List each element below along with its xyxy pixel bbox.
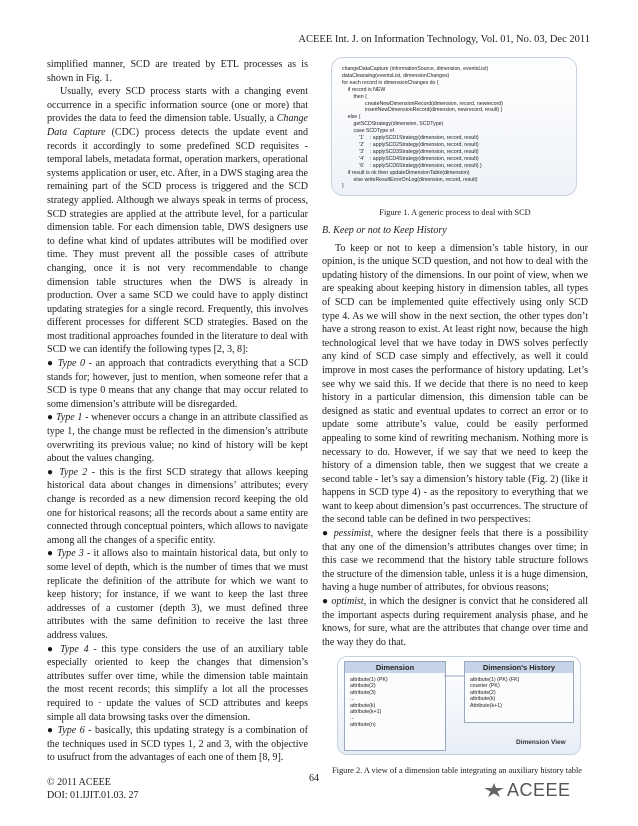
code-line: for each record in dimensionChanges do { bbox=[342, 79, 439, 86]
journal-header: ACEEE Int. J. on Information Technology, Vol. 01, No. 03, Dec 2011 bbox=[298, 34, 590, 45]
logo-text: ACEEE bbox=[507, 780, 571, 800]
table-row: attribute(n) bbox=[350, 721, 376, 728]
right-column bbox=[322, 224, 588, 649]
bullet-type-3: ● Type 3 - it allows also to maintain historical data, but only to some level of depth, which is the number of times that we must replicate the definition of the attribute for which we want to keep history; for instance, if we want to keep the last three addresses of a customer (depth 3), we must defined three attributes with the same definition to receive the last three address values. bbox=[47, 548, 308, 641]
paragraph: To keep or not to keep a dimension’s table history, in our opinion, is the unique SCD question, and not how to deal with the updating history of the dimensions. In our point of view, when we are speaking about keeping history in dimension tables, all types of SCD can be implemented quite effectively using only SCD type 4. As we will show in the next section, the other types don’t have a strong reason to exist. At least right now, because the high technological level that we have today in DWS solves perfectly any kind of SCD case simply and effectively, as well it could improve in most cases the performance of history updating. Let’s see why we said this. If we decide that there is no need to keep history in a particular dimension, this dimension table can be designed as static and eventual updates to correct an error or to update some attribute’s value, could be easily performed appealing to some kind of rewriting mechanism. Nothing more is necessary to do. However, if we say that we need to keep the history of a dimension table, then we suggest that we create a second table - let’s say a dimension’s history table (Fig. 2) (like it happens in SCD type 4) - as the repository to everything that we want to keep about dimension’s past occurrences. The structure of the second table can be defined in two perspectives: bbox=[322, 242, 588, 526]
table-row: attribute(1) (PK) (FK) bbox=[470, 677, 520, 683]
code-line: case SCDType of bbox=[342, 128, 394, 135]
figure-1-code-box bbox=[331, 57, 577, 196]
code-line: if record is NEW bbox=[342, 86, 386, 93]
table-row: attribute(1) (PK) bbox=[350, 677, 388, 683]
figure-2-caption: Figure 2. A view of a dimension table integrating an auxiliary history table bbox=[331, 766, 583, 775]
code-line: insertNewDimensionRecord(dimension, newrecord, result) } bbox=[342, 107, 503, 114]
bullet-type-4: ● Type 4 - this type considers the use of an auxiliary table especially oriented to keep the changes that dimension’s attributes suffer over time, while the dimension table maintain the most recent records; this simplify a lot all the processes required to · update the values of SCD attributes and keeps simple all data browsing tasks over the dimension. bbox=[47, 643, 308, 723]
table-row: attribute(k+1) bbox=[350, 709, 382, 716]
figure-2-diagram bbox=[337, 656, 581, 755]
code-line: if result is ok then updateDimensionTable(dimension) bbox=[342, 169, 470, 176]
table-row: ... bbox=[350, 696, 355, 703]
code-line: dataCleansing(eventsList, dimensionChanges) bbox=[342, 72, 450, 79]
table-row: counter (PK) bbox=[470, 683, 500, 690]
section-title: B. Keep or not to Keep History bbox=[322, 225, 447, 236]
code-line: createNewDimensionRecord(dimension, record, newrecord) bbox=[342, 100, 503, 107]
aceee-logo bbox=[484, 780, 571, 801]
star-logo-icon bbox=[484, 783, 504, 797]
bullet-type-0: ● Type 0 - an approach that contradicts everything that a SCD stands for; however, just to mention, when someone refer that a SCD is type 0 means that any change that may occur related to some dimension’s attribute will be disregarded. bbox=[47, 358, 308, 410]
bullet-type-2: ● Type 2 - this is the first SCD strategy that allows keeping historical data about changes in dimensions’ attributes; every change is recorded as a new dimension record keeping the old one for historical reasons; all the records about a same entity are connected through conceptual pointers, which allows to navigate among all the changes of a specific entity. bbox=[47, 466, 308, 546]
paragraph: Usually, every SCD process starts with a changing event occurrence in a specific information source (one or more) that provides the data to feed the dimension table. Usually, a Change Data Capture (CDC) process detects the update event and records it accordingly to some predefined SCD requisites - temporal labels, metadata format, operation markers, operational systems application or user, etc. After, in a DWS staging area the remaining part of the SCD process is triggered and the SCD strategy applied. Although we always speak in terms of process, SCD strategies are applied at the attribute level, for a particular dimension table. For each dimension table, DWS designers use to define what kind of updates attributes will be modified over time. They must prevent all the possible cases of attribute changing, once it is not very recommendable to change dimension table structures when the DWS is already in production. Over a same SCD we could have to apply distinct updating strategies for a single record. Frequently, this involves different processes for different SCD strategies. Based on the most traditional approaches founded in the literature to deal with SCD we can identify the following types [2, 3, 8]: bbox=[47, 86, 308, 356]
code-line: '3' : applySCD3Strategy(dimension, record, result) bbox=[342, 148, 479, 155]
code-line: changeDataCapture (informationSource, dimension, eventsList) bbox=[342, 66, 489, 72]
table-row: Attribute(k+1) bbox=[470, 702, 502, 709]
bullet-pessimist: ● pessimist, where the designer feels that there is a possibility that any one of the dimension’s attributes changes over time; in this case we recommend that the history table structure follows the structure of the dimension table, unless it is a huge dimension, having a huge number of attributes, for obvious reasons; bbox=[322, 528, 588, 594]
copyright-text: © 2011 ACEEE bbox=[47, 777, 111, 788]
code-line: } bbox=[342, 183, 344, 190]
table-row: attribute(3) bbox=[350, 689, 376, 696]
code-line: '6' : applySCD6Strategy(dimension, record, result) } bbox=[342, 162, 482, 169]
table-row: attribute(k) bbox=[350, 702, 376, 709]
table-row: attribute(2) bbox=[470, 689, 496, 696]
figure-1-caption: Figure 1. A generic process to deal with SCD bbox=[379, 208, 531, 217]
doi-text: DOI: 01.IJIT.01.03. 27 bbox=[47, 790, 139, 801]
code-line: '4' : applySCD4Strategy(dimension, record, result) bbox=[342, 155, 479, 162]
history-table-title: Dimension's History bbox=[465, 662, 573, 673]
footer-copyright bbox=[47, 776, 138, 802]
code-line: then { bbox=[342, 93, 367, 100]
code-line: getSCDStrategy(dimension, SCDType) bbox=[342, 121, 444, 128]
code-line: '2' : applySCD2Strategy(dimension, record, result) bbox=[342, 141, 479, 148]
page-number: 64 bbox=[309, 773, 319, 784]
paragraph: simplified manner, SCD are treated by ETL processes as is shown in Fig. 1. bbox=[47, 59, 308, 84]
table-row: attribute(2) bbox=[350, 683, 376, 690]
bullet-optimist: ● optimist, in which the designer is convict that he considered all the important aspects during requirement analysis phase, and he knows, for sure, what are the attributes that change over time and the way they do that. bbox=[322, 596, 588, 648]
code-line: '1' : applySCD1Strategy(dimension, record, result) bbox=[342, 135, 479, 142]
dimension-table-title: Dimension bbox=[345, 662, 445, 673]
bullet-type-6: ● Type 6 - basically, this updating strategy is a combination of the techniques used in SCD types 1, 2 and 3, with the objective to usufruct from the advantages of each one of them [8, 9]. bbox=[47, 725, 308, 764]
code-line: else writeResultErrorOnLog(dimension, record, result) bbox=[342, 176, 478, 183]
table-row: ... bbox=[350, 715, 355, 722]
code-line: else { bbox=[342, 114, 361, 121]
table-row: attribute(k) bbox=[470, 696, 496, 703]
bullet-type-1: ● Type 1 - whenever occurs a change in an attribute classified as type 1, the change must be reflected in the dimension’s attribute overwriting its previous value; no kind of history will be kept about the values changing. bbox=[47, 412, 308, 465]
dimension-view-label: Dimension View bbox=[516, 739, 566, 746]
left-column bbox=[47, 58, 308, 765]
